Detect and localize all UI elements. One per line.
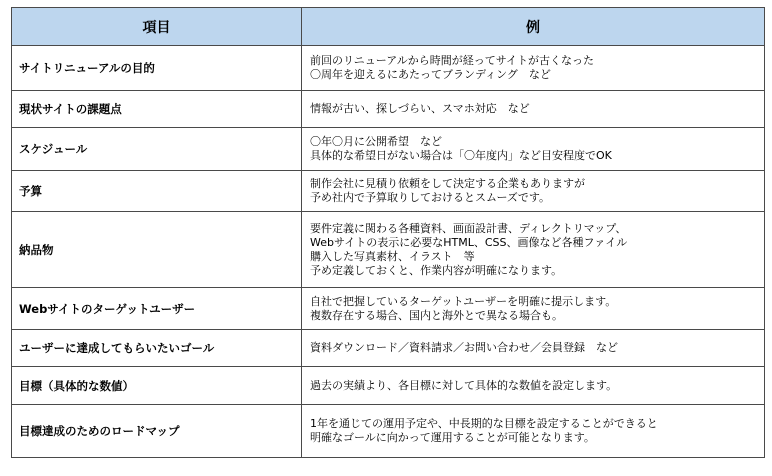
row-item-budget: 予算	[12, 171, 302, 212]
row-item-target-users: Webサイトのターゲットユーザー	[12, 288, 302, 330]
example-line: 〇年〇月に公開希望 など	[310, 135, 442, 148]
table-row	[12, 367, 765, 405]
table-header-row	[12, 8, 765, 46]
row-example-roadmap	[302, 405, 765, 458]
row-example-issues	[302, 91, 765, 128]
example-line: 購入した写真素材、イラスト 等	[310, 249, 475, 263]
example-line: 〇周年を迎えるにあたってブランディング など	[310, 68, 551, 81]
row-item-deliverables: 納品物	[12, 212, 302, 288]
table-row	[12, 46, 765, 91]
example-line: 予め定義しておくと、作業内容が明確になります。	[310, 263, 563, 277]
row-item-numeric-target: 目標（具体的な数値）	[12, 367, 302, 405]
row-example-purpose	[302, 46, 765, 91]
row-item-user-goal: ユーザーに達成してもらいたいゴール	[12, 330, 302, 367]
row-example-target-users	[302, 288, 765, 330]
table-row	[12, 330, 765, 367]
requirements-table	[11, 7, 765, 458]
row-example-schedule	[302, 128, 765, 171]
table-row	[12, 405, 765, 458]
example-line: 情報が古い、探しづらい、スマホ対応 など	[310, 102, 530, 115]
row-example-deliverables	[302, 212, 765, 288]
example-line: 自社で把握しているターゲットユーザーを明確に提示します。	[310, 294, 617, 308]
row-item-schedule: スケジュール	[12, 128, 302, 171]
table-row	[12, 288, 765, 330]
row-item-purpose: サイトリニューアルの目的	[12, 46, 302, 91]
example-line: 具体的な希望日がない場合は「〇年度内」など目安程度でOK	[310, 149, 612, 162]
example-line: 要件定義に関わる各種資料、画面設計書、ディレクトリマップ、	[310, 221, 627, 235]
row-example-user-goal	[302, 330, 765, 367]
table-row	[12, 212, 765, 288]
row-example-numeric-target	[302, 367, 765, 405]
table-row	[12, 128, 765, 171]
example-line: 明確なゴールに向かって運用することが可能となります。	[310, 431, 595, 444]
header-item: 項目	[12, 8, 302, 46]
table-row	[12, 91, 765, 128]
table-row	[12, 171, 765, 212]
example-line: 複数存在する場合、国内と海外とで異なる場合も。	[310, 308, 563, 322]
header-example: 例	[302, 8, 765, 46]
example-line: 前回のリニューアルから時間が経ってサイトが古くなった	[310, 54, 595, 67]
example-line: 資料ダウンロード／資料請求／お問い合わせ／会員登録 など	[310, 341, 618, 354]
row-item-issues: 現状サイトの課題点	[12, 91, 302, 128]
row-example-budget	[302, 171, 765, 212]
example-line: 予め社内で予算取りしておけるとスムーズです。	[310, 191, 551, 204]
example-line: 制作会社に見積り依頼をして決定する企業もありますが	[310, 177, 585, 190]
example-line: 1年を通じての運用予定や、中長期的な目標を設定することができると	[310, 417, 658, 430]
example-line: 過去の実績より、各目標に対して具体的な数値を設定します。	[310, 378, 618, 392]
example-line: Webサイトの表示に必要なHTML、CSS、画像など各種ファイル	[310, 235, 628, 249]
row-item-roadmap: 目標達成のためのロードマップ	[12, 405, 302, 458]
